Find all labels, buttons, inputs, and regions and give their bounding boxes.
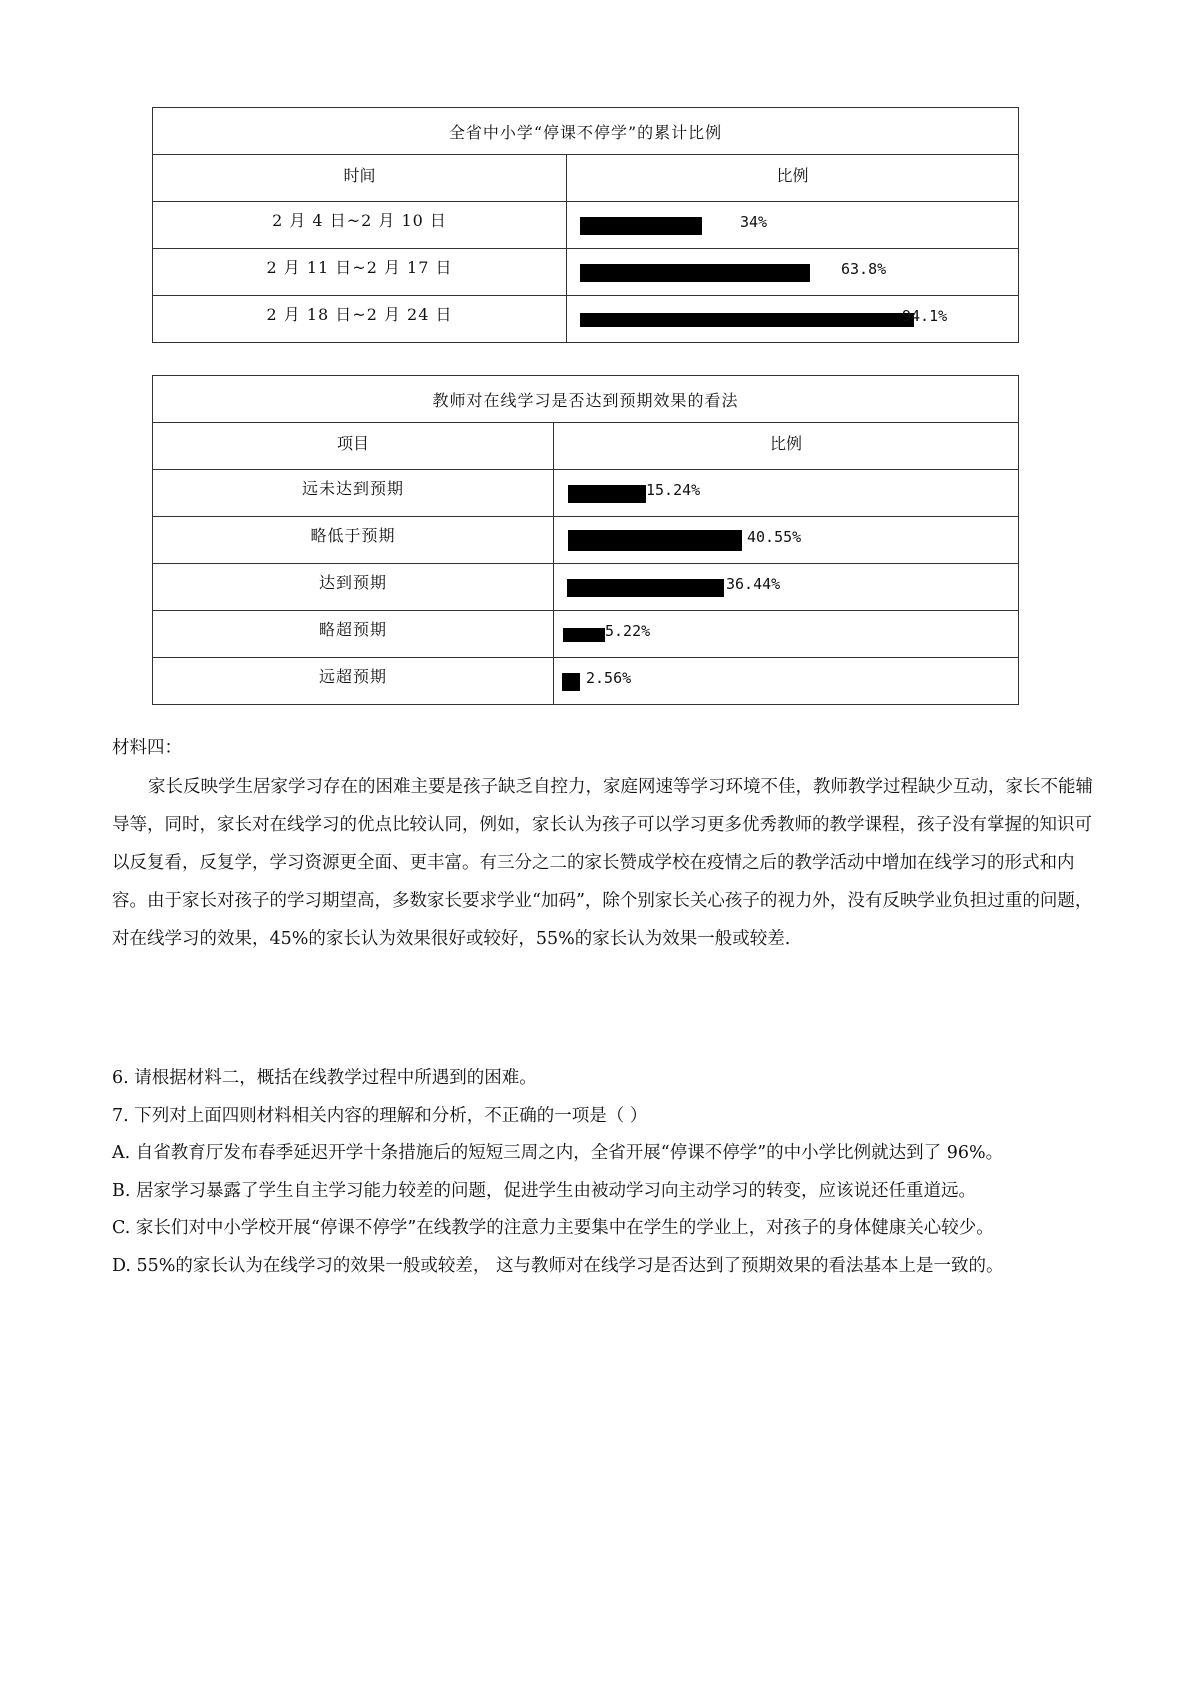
column-header-time: 时间 bbox=[153, 155, 567, 202]
bar bbox=[580, 313, 914, 327]
table-title: 教师对在线学习是否达到预期效果的看法 bbox=[153, 376, 1019, 423]
row-label: 2 月 11 日~2 月 17 日 bbox=[153, 249, 567, 296]
bar bbox=[568, 485, 646, 503]
percent-label: 34% bbox=[740, 213, 768, 231]
percent-label: 36.44% bbox=[726, 575, 781, 593]
bar-cell bbox=[554, 658, 1019, 705]
percent-label: 63.8% bbox=[841, 260, 887, 278]
bar bbox=[562, 673, 580, 691]
bar-cell bbox=[567, 296, 1019, 343]
column-header-ratio: 比例 bbox=[567, 155, 1019, 202]
table-row bbox=[153, 564, 1019, 611]
option-d: D. 55%的家长认为在线学习的效果一般或较差， 这与教师对在线学习是否达到了预期效果的看法基本上是一致的。 bbox=[112, 1255, 1004, 1276]
bar bbox=[563, 628, 605, 642]
material-heading: 材料四： bbox=[112, 738, 182, 758]
bar-cell bbox=[567, 249, 1019, 296]
questions bbox=[112, 1060, 1102, 1285]
column-header-ratio: 比例 bbox=[554, 423, 1019, 470]
bar bbox=[580, 264, 810, 282]
percent-label: 15.24% bbox=[646, 481, 701, 499]
row-label: 略超预期 bbox=[153, 611, 554, 658]
table-row bbox=[153, 517, 1019, 564]
table-row bbox=[153, 296, 1019, 343]
table-stop-class-ratio bbox=[152, 107, 1019, 343]
bar-cell bbox=[554, 564, 1019, 611]
row-label: 2 月 18 日~2 月 24 日 bbox=[153, 296, 567, 343]
row-label: 略低于预期 bbox=[153, 517, 554, 564]
bar bbox=[580, 217, 702, 235]
column-header-item: 项目 bbox=[153, 423, 554, 470]
table-title: 全省中小学“停课不停学”的累计比例 bbox=[153, 108, 1019, 155]
material-four bbox=[112, 730, 1102, 958]
percent-label: 5.22% bbox=[605, 622, 651, 640]
bar-cell bbox=[554, 517, 1019, 564]
option-b: B. 居家学习暴露了学生自主学习能力较差的问题，促进学生由被动学习向主动学习的转变，应该说还任重道远。 bbox=[112, 1180, 976, 1201]
bar bbox=[568, 530, 742, 551]
bar-cell bbox=[554, 470, 1019, 517]
material-paragraph: 家长反映学生居家学习存在的困难主要是孩子缺乏自控力，家庭网速等学习环境不佳，教师教学过程缺少互动，家长不能辅导等，同时，家长对在线学习的优点比较认同，例如，家长认为孩子可以学习更多优秀教师的教学课程，孩子没有掌握的知识可以反复看，反复学，学习资源更全面、更丰富。有三分之二的家长赞成学校在疫情之后的教学活动中增加在线学习的形式和内容。由于家长对孩子的学习期望高，多数家长要求学业“加码”，除个别家长关心孩子的视力外，没有反映学业负担过重的问题，对在线学习的效果，45%的家长认为效果很好或较好，55%的家长认为效果一般或较差. bbox=[112, 776, 1093, 949]
row-label: 远超预期 bbox=[153, 658, 554, 705]
bar-cell bbox=[554, 611, 1019, 658]
option-c: C. 家长们对中小学校开展“停课不停学”在线教学的注意力主要集中在学生的学业上，对孩子的身体健康关心较少。 bbox=[112, 1218, 994, 1238]
table-row bbox=[153, 202, 1019, 249]
question-6: 6. 请根据材料二，概括在线教学过程中所遇到的困难。 bbox=[112, 1068, 537, 1088]
table-row bbox=[153, 611, 1019, 658]
option-a: A. 自省教育厅发布春季延迟开学十条措施后的短短三周之内，全省开展“停课不停学”的中小学比例就达到了 96%。 bbox=[112, 1143, 1004, 1163]
table-row bbox=[153, 470, 1019, 517]
row-label: 2 月 4 日~2 月 10 日 bbox=[153, 202, 567, 249]
percent-label: 2.56% bbox=[586, 669, 632, 687]
table-row bbox=[153, 249, 1019, 296]
table-teacher-opinion bbox=[152, 375, 1019, 705]
bar-cell bbox=[567, 202, 1019, 249]
percent-label: 94.1% bbox=[902, 307, 948, 325]
row-label: 达到预期 bbox=[153, 564, 554, 611]
table-row bbox=[153, 658, 1019, 705]
bar bbox=[567, 579, 724, 597]
row-label: 远未达到预期 bbox=[153, 470, 554, 517]
question-7: 7. 下列对上面四则材料相关内容的理解和分析，不正确的一项是（ ） bbox=[112, 1105, 648, 1126]
percent-label: 40.55% bbox=[747, 528, 802, 546]
